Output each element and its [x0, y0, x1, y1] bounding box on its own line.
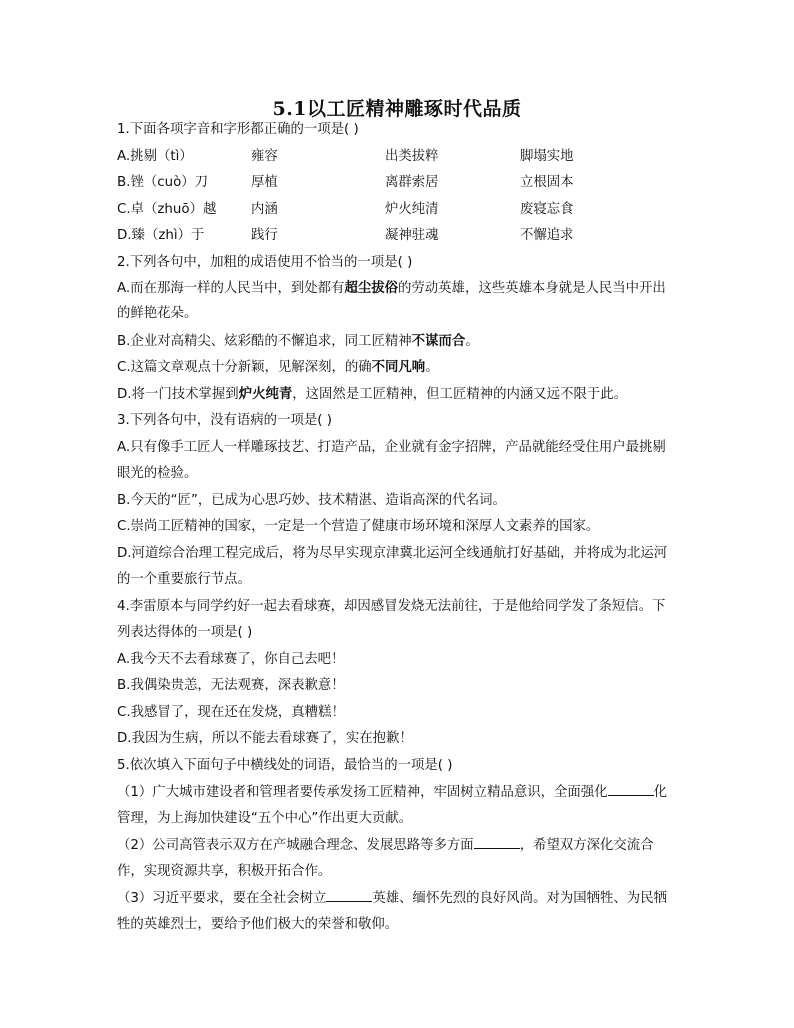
q5-sentence-2	[117, 836, 654, 855]
q5-s3-blank	[326, 889, 372, 902]
question-4-stem: 4.李雷原本与同学约好一起去看球赛，却因感冒发烧无法前往，于是他给同学发了条短信。下	[117, 599, 666, 614]
q5-s2-text-2: ，希望双方深化交流合	[519, 838, 654, 853]
q2-option-b	[117, 333, 479, 351]
q2-c-text-2: 。	[425, 360, 439, 375]
q1-option-c	[117, 201, 697, 219]
q1-a-word-2: 雍容	[251, 149, 278, 164]
q5-sentence-3-cont: 牲的英雄烈士，要给予他们极大的荣誉和敬仰。	[117, 917, 399, 932]
q2-option-c	[117, 359, 439, 377]
q5-s2-blank	[474, 836, 520, 849]
q4-option-b: B.我偶染贵恙，无法观赛，深表歉意！	[117, 678, 345, 693]
q1-a-word-1: A.挑剔（tì）	[117, 149, 193, 164]
q5-s3-text-2: 英雄、缅怀先烈的良好风尚。对为国牺牲、为民牺	[372, 891, 667, 906]
q2-a-text-1: A.而在那海一样的人民当中，到处都有	[117, 281, 345, 296]
q2-b-idiom: 不谋而合	[411, 334, 466, 349]
q2-a-text-2: 的劳动英雄，这些英雄本身就是人民当中开出	[398, 281, 666, 296]
q1-d-word-2: 践行	[251, 228, 278, 243]
question-5-stem: 5.依次填入下面句子中横线处的词语，最恰当的一项是( )	[117, 758, 453, 773]
q3-option-c: C.崇尚工匠精神的国家，一定是一个营造了健康市场环境和深厚人文素养的国家。	[117, 519, 600, 534]
q1-c-word-2: 内涵	[251, 202, 278, 217]
question-3-stem: 3.下列各句中，没有语病的一项是( )	[117, 413, 332, 428]
q4-option-c: C.我感冒了，现在还在发烧，真糟糕！	[117, 705, 345, 720]
q1-b-word-4: 立根固本	[520, 175, 574, 190]
q5-sentence-1	[117, 783, 667, 802]
q3-option-a: A.只有像手工匠人一样雕琢技艺、打造产品，企业就有金字招牌，产品就能经受住用户最挑剔	[117, 440, 666, 455]
q1-c-word-3: 炉火纯清	[385, 202, 439, 217]
q3-option-a-cont: 眼光的检验。	[117, 466, 198, 481]
q1-d-word-3: 凝神驻魂	[385, 228, 439, 243]
q1-a-word-3: 出类拔粹	[385, 149, 439, 164]
question-2-stem: 2.下列各句中，加粗的成语使用不恰当的一项是( )	[117, 255, 413, 270]
q3-option-b: B.今天的“匠”，已成为心思巧妙、技术精湛、造诣高深的代名词。	[117, 493, 506, 508]
q5-s1-blank	[608, 783, 654, 796]
q3-option-d-cont: 的一个重要旅行节点。	[117, 572, 251, 587]
q2-c-text-1: C.这篇文章观点十分新颖，见解深刻，的确	[117, 360, 372, 375]
q5-s1-text-2: 化	[653, 785, 667, 800]
q2-d-text-1: D.将一门技术掌握到	[117, 387, 239, 402]
q5-s2-text-1: （2）公司高管表示双方在产城融合理念、发展思路等多方面	[117, 838, 474, 853]
q4-option-d: D.我因为生病，所以不能去看球赛了，实在抱歉！	[117, 731, 413, 746]
q1-a-word-4: 脚塌实地	[520, 149, 574, 164]
q2-d-text-2: ，这固然是工匠精神，但工匠精神的内涵又远不限于此。	[292, 387, 628, 402]
q1-option-a	[117, 148, 697, 166]
q5-sentence-2-cont: 作，实现资源共享，积极开拓合作。	[117, 864, 332, 879]
q2-b-text-1: B.企业对高精尖、炫彩酷的不懈追求，同工匠精神	[117, 334, 412, 349]
q5-sentence-1-cont: 管理，为上海加快建设“五个中心”作出更大贡献。	[117, 811, 413, 826]
q5-s1-text-1: （1）广大城市建设者和管理者要传承发扬工匠精神，牢固树立精品意识，全面强化	[117, 785, 608, 800]
q2-option-d	[117, 386, 627, 404]
q2-a-idiom: 超尘拔俗	[344, 281, 398, 296]
q1-c-word-4: 废寝忘食	[520, 202, 574, 217]
q4-option-a: A.我今天不去看球赛了，你自己去吧！	[117, 652, 345, 667]
q2-option-a	[117, 280, 666, 298]
q1-d-word-4: 不懈追求	[520, 228, 574, 243]
q3-option-d: D.河道综合治理工程完成后，将为尽早实现京津冀北运河全线通航打好基础，并将成为北运河	[117, 546, 668, 561]
q2-b-text-2: 。	[465, 334, 479, 349]
q5-s3-text-1: （3）习近平要求，要在全社会树立	[117, 891, 327, 906]
q1-c-word-1: C.卓（zhuō）越	[117, 202, 217, 217]
q1-b-word-2: 厚植	[251, 175, 278, 190]
q5-sentence-3	[117, 889, 667, 908]
q1-option-b	[117, 174, 697, 192]
q1-b-word-1: B.锉（cuò）刀	[117, 175, 209, 190]
q1-b-word-3: 离群索居	[385, 175, 439, 190]
page-title: 5.1以工匠精神雕琢时代品质	[272, 98, 522, 120]
question-1-stem: 1.下面各项字音和字形都正确的一项是( )	[117, 122, 359, 137]
q2-d-idiom: 炉火纯青	[238, 387, 293, 402]
q2-c-idiom: 不同凡响	[371, 360, 426, 375]
q1-d-word-1: D.臻（zhì）于	[117, 228, 205, 243]
q2-option-a-cont: 的鲜艳花朵。	[117, 306, 198, 321]
q1-option-d	[117, 227, 697, 245]
question-4-stem-cont: 列表达得体的一项是( )	[117, 625, 253, 640]
